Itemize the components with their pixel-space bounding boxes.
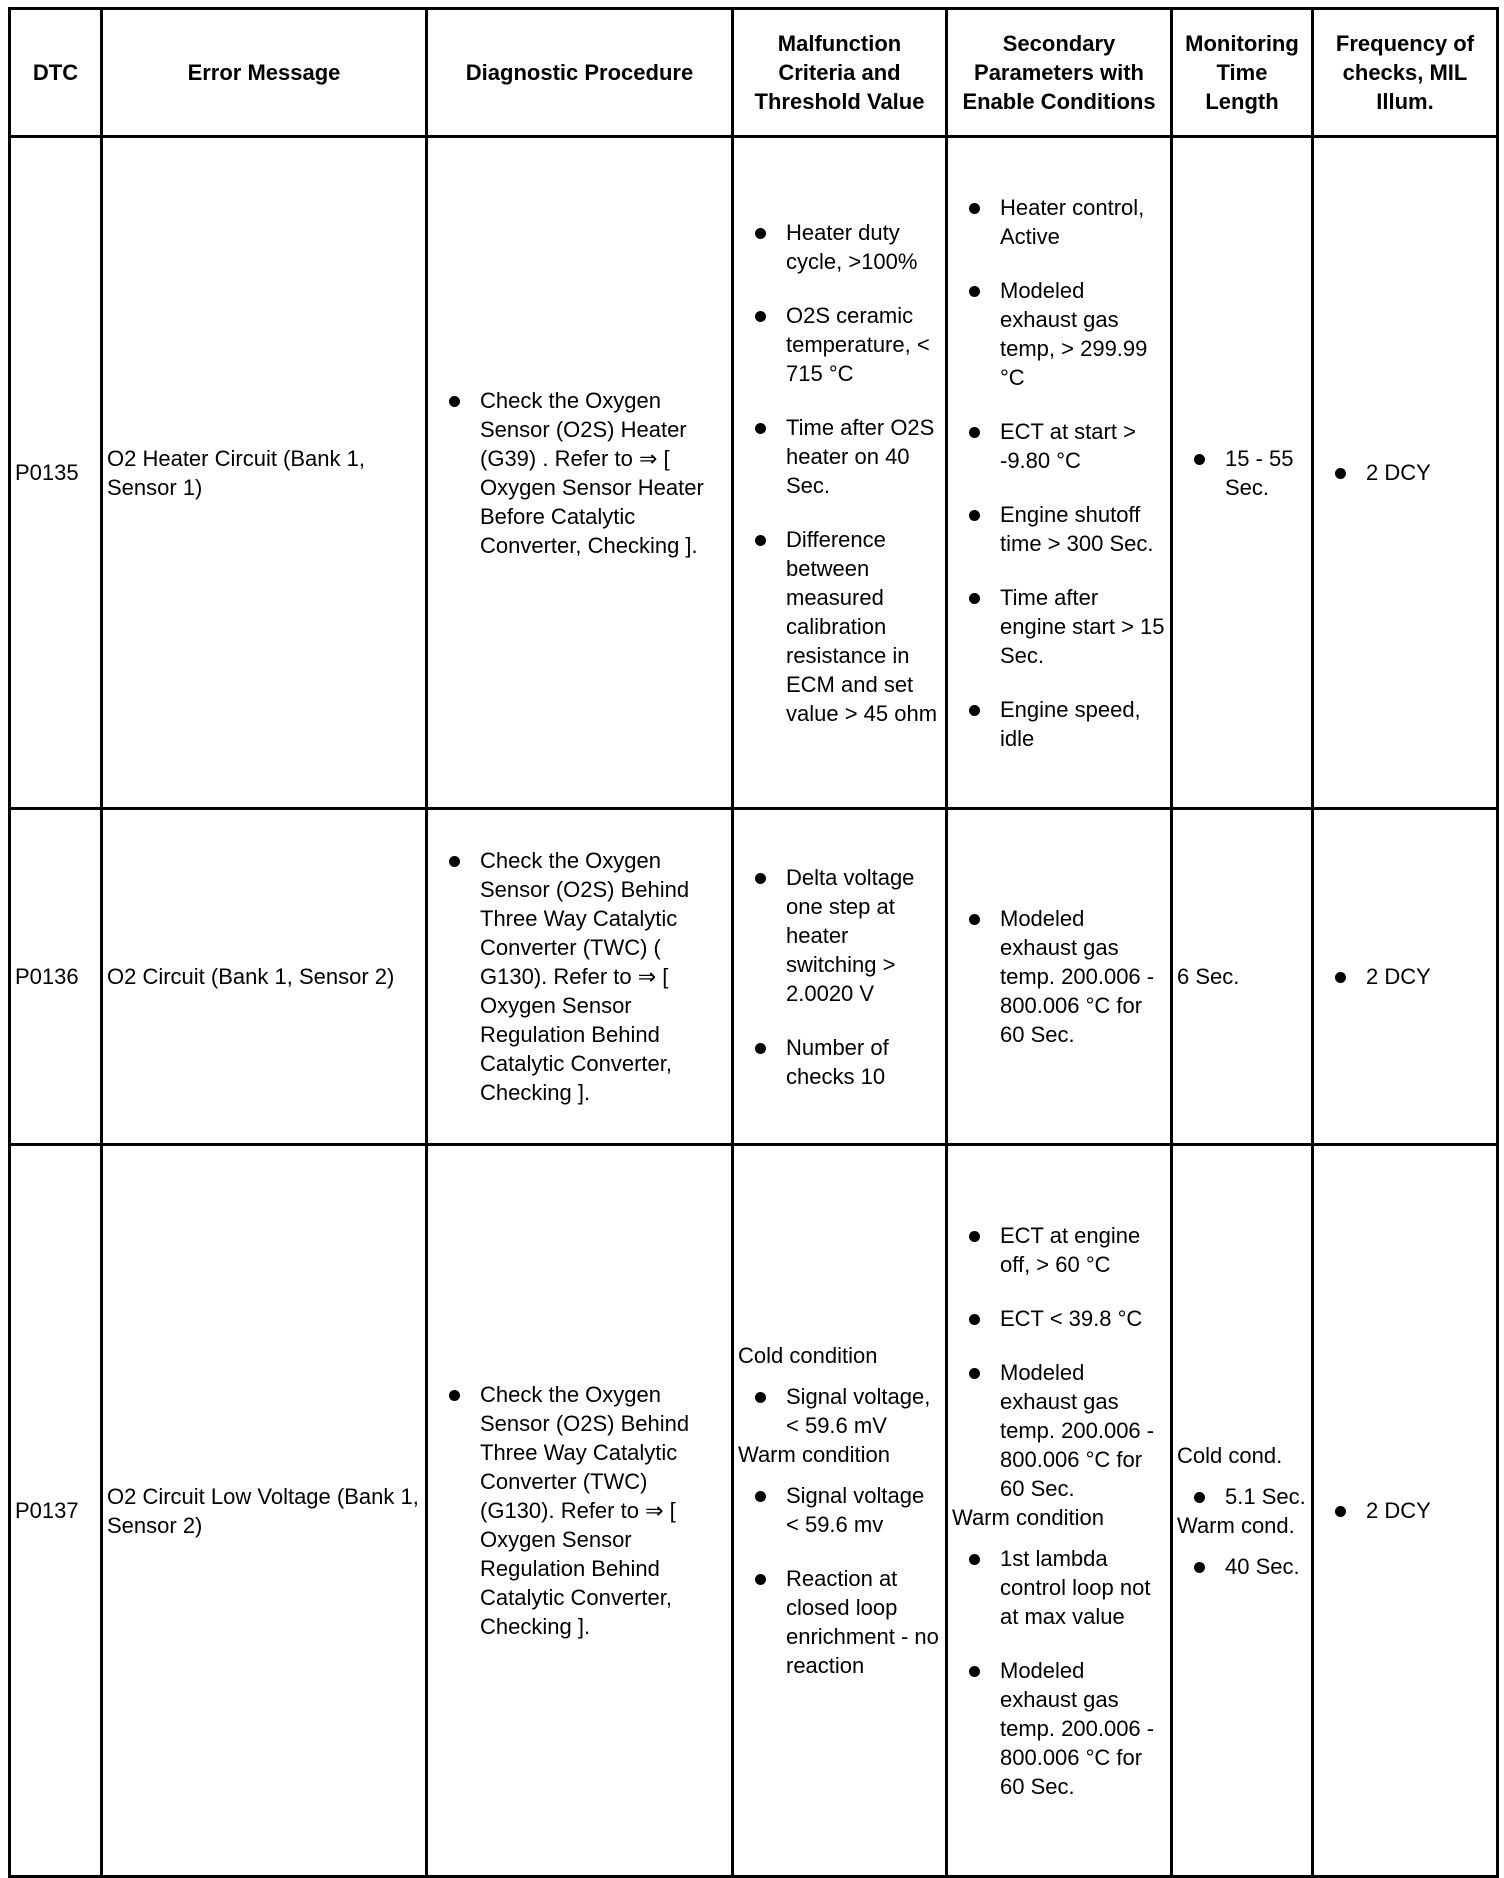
list-item: 2 DCY bbox=[1318, 962, 1492, 991]
condition-label: Warm cond. bbox=[1177, 1512, 1295, 1538]
list-item: Signal voltage, < 59.6 mV bbox=[738, 1382, 941, 1440]
list-item: Reaction at closed loop enrichment - no reaction bbox=[738, 1564, 941, 1680]
header-error-message: Error Message bbox=[102, 9, 427, 137]
list-item: Difference between measured calibration resistance in ECM and set value > 45 ohm bbox=[738, 525, 941, 728]
malfunction-criteria bbox=[733, 809, 947, 1145]
header-dtc: DTC bbox=[10, 9, 102, 137]
diagnostic-procedure bbox=[427, 1145, 733, 1877]
list-item: Signal voltage < 59.6 mv bbox=[738, 1481, 941, 1539]
list-item: Engine shutoff time > 300 Sec. bbox=[952, 500, 1166, 558]
diagnostic-procedure bbox=[427, 809, 733, 1145]
list-item: O2S ceramic temperature, < 715 °C bbox=[738, 301, 941, 388]
list-item: ECT at engine off, > 60 °C bbox=[952, 1221, 1166, 1279]
frequency bbox=[1313, 1145, 1498, 1877]
list-item: Delta voltage one step at heater switching > 2.0020 V bbox=[738, 863, 941, 1008]
list-item: 15 - 55 Sec. bbox=[1177, 444, 1307, 502]
condition-label: Warm condition bbox=[738, 1442, 891, 1467]
monitoring-time bbox=[1172, 1145, 1313, 1877]
secondary-parameters bbox=[947, 137, 1172, 809]
malfunction-criteria bbox=[733, 137, 947, 809]
monitoring-time bbox=[1172, 137, 1313, 809]
list-item: 2 DCY bbox=[1318, 458, 1492, 487]
list-item: Modeled exhaust gas temp. 200.006 - 800.006 °C for 60 Sec. bbox=[952, 904, 1166, 1049]
dtc-code: P0136 bbox=[10, 809, 102, 1145]
error-message: O2 Circuit Low Voltage (Bank 1, Sensor 2) bbox=[102, 1145, 427, 1877]
list-item: Check the Oxygen Sensor (O2S) Heater (G39) . Refer to ⇒ [ Oxygen Sensor Heater Before Catalytic Converter, Checking ]. bbox=[432, 386, 727, 560]
condition-label: Cold cond. bbox=[1177, 1442, 1283, 1468]
header-secondary-parameters: Secondary Parameters with Enable Conditions bbox=[947, 9, 1172, 137]
secondary-parameters bbox=[947, 809, 1172, 1145]
error-message: O2 Heater Circuit (Bank 1, Sensor 1) bbox=[102, 137, 427, 809]
table-row bbox=[10, 137, 1498, 809]
list-item: Time after O2S heater on 40 Sec. bbox=[738, 413, 941, 500]
list-item: ECT < 39.8 °C bbox=[952, 1304, 1166, 1333]
list-item: ECT at start > -9.80 °C bbox=[952, 417, 1166, 475]
header-diagnostic-procedure: Diagnostic Procedure bbox=[427, 9, 733, 137]
list-item: Engine speed, idle bbox=[952, 695, 1166, 753]
list-item: Time after engine start > 15 Sec. bbox=[952, 583, 1166, 670]
error-message: O2 Circuit (Bank 1, Sensor 2) bbox=[102, 809, 427, 1145]
list-item: Modeled exhaust gas temp. 200.006 - 800.006 °C for 60 Sec. bbox=[952, 1358, 1166, 1503]
list-item: 1st lambda control loop not at max value bbox=[952, 1544, 1166, 1631]
dtc-table bbox=[8, 7, 1499, 1878]
diagnostic-procedure bbox=[427, 137, 733, 809]
header-frequency: Frequency of checks, MIL Illum. bbox=[1313, 9, 1498, 137]
condition-label: Warm condition bbox=[952, 1504, 1105, 1530]
header-monitoring-time: Monitoring Time Length bbox=[1172, 9, 1313, 137]
header-row bbox=[10, 9, 1498, 137]
table-row bbox=[10, 1145, 1498, 1877]
list-item: Check the Oxygen Sensor (O2S) Behind Three Way Catalytic Converter (TWC) (G130). Refer to ⇒ [ Oxygen Sensor Regulation Behind Catalytic Converter, Checking ]. bbox=[432, 1380, 727, 1641]
list-item: Heater control, Active bbox=[952, 193, 1166, 251]
monitoring-time: 6 Sec. bbox=[1172, 809, 1313, 1145]
malfunction-criteria bbox=[733, 1145, 947, 1877]
list-item: Check the Oxygen Sensor (O2S) Behind Three Way Catalytic Converter (TWC) ( G130). Refer to ⇒ [ Oxygen Sensor Regulation Behind Catalytic Converter, Checking ]. bbox=[432, 846, 727, 1107]
dtc-code: P0135 bbox=[10, 137, 102, 809]
list-item: Number of checks 10 bbox=[738, 1033, 941, 1091]
list-item: 5.1 Sec. bbox=[1177, 1482, 1307, 1511]
list-item: Modeled exhaust gas temp, > 299.99 °C bbox=[952, 276, 1166, 392]
header-malfunction-criteria: Malfunction Criteria and Threshold Value bbox=[733, 9, 947, 137]
list-item: Modeled exhaust gas temp. 200.006 - 800.006 °C for 60 Sec. bbox=[952, 1656, 1166, 1801]
dtc-code: P0137 bbox=[10, 1145, 102, 1877]
table-row bbox=[10, 809, 1498, 1145]
list-item: Heater duty cycle, >100% bbox=[738, 218, 941, 276]
condition-label: Cold condition bbox=[738, 1343, 878, 1368]
secondary-parameters bbox=[947, 1145, 1172, 1877]
frequency bbox=[1313, 137, 1498, 809]
list-item: 2 DCY bbox=[1318, 1496, 1492, 1525]
frequency bbox=[1313, 809, 1498, 1145]
list-item: 40 Sec. bbox=[1177, 1552, 1307, 1581]
